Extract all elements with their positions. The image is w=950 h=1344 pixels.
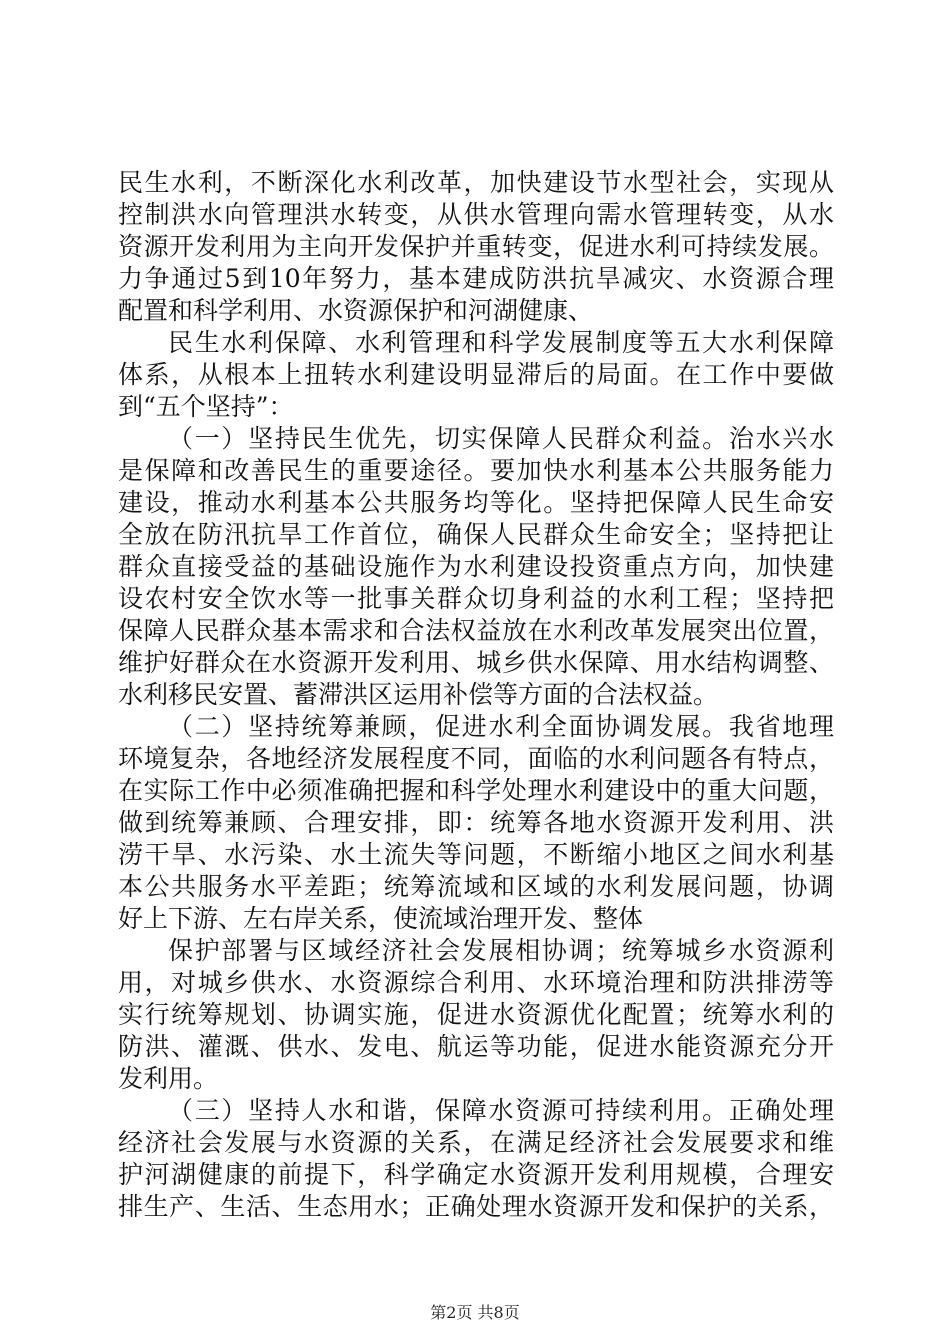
body-text-line: 水利移民安置、蓄滞洪区运用补偿等方面的合法权益。 xyxy=(118,680,719,709)
section-heading-line: （一）坚持民生优先，切实保障人民群众利益。治水兴水 xyxy=(168,424,834,453)
body-text-line: 环境复杂，各地经济发展程度不同，面临的水利问题各有特点， xyxy=(118,744,834,773)
body-text-line: 全放在防汛抗旱工作首位，确保人民群众生命安全；坚持把让 xyxy=(118,520,834,549)
body-text-line: 资源开发利用为主向开发保护并重转变，促进水利可持续发展。 xyxy=(118,232,834,261)
body-text-line: 做到统筹兼顾、合理安排，即：统筹各地水资源开发利用、洪 xyxy=(118,808,834,837)
body-text-line: 是保障和改善民生的重要途径。要加快水利基本公共服务能力 xyxy=(118,456,834,485)
body-text-line: 在实际工作中必须准确把握和科学处理水利建设中的重大问题， xyxy=(118,776,834,805)
body-text-line: 涝干旱、水污染、水土流失等问题，不断缩小地区之间水利基 xyxy=(118,840,834,869)
body-text-line: 设农村安全饮水等一批事关群众切身利益的水利工程；坚持把 xyxy=(118,584,834,613)
body-text-line: 到“五个坚持”： xyxy=(118,392,294,421)
body-text-line: 群众直接受益的基础设施作为水利建设投资重点方向，加快建 xyxy=(118,552,834,581)
paragraph-start-line: 保护部署与区域经济社会发展相协调；统筹城乡水资源利 xyxy=(168,936,834,965)
body-text-line: 用，对城乡供水、水资源综合利用、水环境治理和防洪排涝等 xyxy=(118,968,834,997)
body-text-line: 护河湖健康的前提下，科学确定水资源开发利用规模，合理安 xyxy=(118,1160,834,1189)
body-text-line: 控制洪水向管理洪水转变，从供水管理向需水管理转变，从水 xyxy=(118,200,834,229)
section-heading-line: （三）坚持人水和谐，保障水资源可持续利用。正确处理 xyxy=(168,1096,834,1125)
body-text-line: 保障人民群众基本需求和合法权益放在水利改革发展突出位置， xyxy=(118,616,834,645)
body-text-line: 民生水利，不断深化水利改革，加快建设节水型社会，实现从 xyxy=(118,168,834,197)
body-text-line: 建设，推动水利基本公共服务均等化。坚持把保障人民生命安 xyxy=(118,488,834,517)
body-text-line: 经济社会发展与水资源的关系，在满足经济社会发展要求和维 xyxy=(118,1128,834,1157)
body-text-line: 本公共服务水平差距；统筹流域和区域的水利发展问题，协调 xyxy=(118,872,834,901)
page-number-footer: 第2页 共8页 xyxy=(430,1303,520,1322)
body-text-line: 发利用。 xyxy=(118,1064,219,1093)
body-text-line: 力争通过5到10年努力，基本建成防洪抗旱减灾、水资源合理 xyxy=(118,264,834,293)
body-text-line: 实行统筹规划、协调实施，促进水资源优化配置；统筹水利的 xyxy=(118,1000,834,1029)
body-text-line: 体系，从根本上扭转水利建设明显滞后的局面。在工作中要做 xyxy=(118,360,834,389)
section-heading-line: （二）坚持统筹兼顾，促进水利全面协调发展。我省地理 xyxy=(168,712,834,741)
body-text-line: 好上下游、左右岸关系，使流域治理开发、整体 xyxy=(118,904,644,933)
paragraph-start-line: 民生水利保障、水利管理和科学发展制度等五大水利保障 xyxy=(168,328,834,357)
body-text-line: 防洪、灌溉、供水、发电、航运等功能，促进水能资源充分开 xyxy=(118,1032,834,1061)
body-text-line: 排生产、生活、生态用水；正确处理水资源开发和保护的关系， xyxy=(118,1192,834,1221)
body-text-line: 维护好群众在水资源开发利用、城乡供水保障、用水结构调整、 xyxy=(118,648,834,677)
body-text-line: 配置和科学利用、水资源保护和河湖健康、 xyxy=(118,296,594,325)
